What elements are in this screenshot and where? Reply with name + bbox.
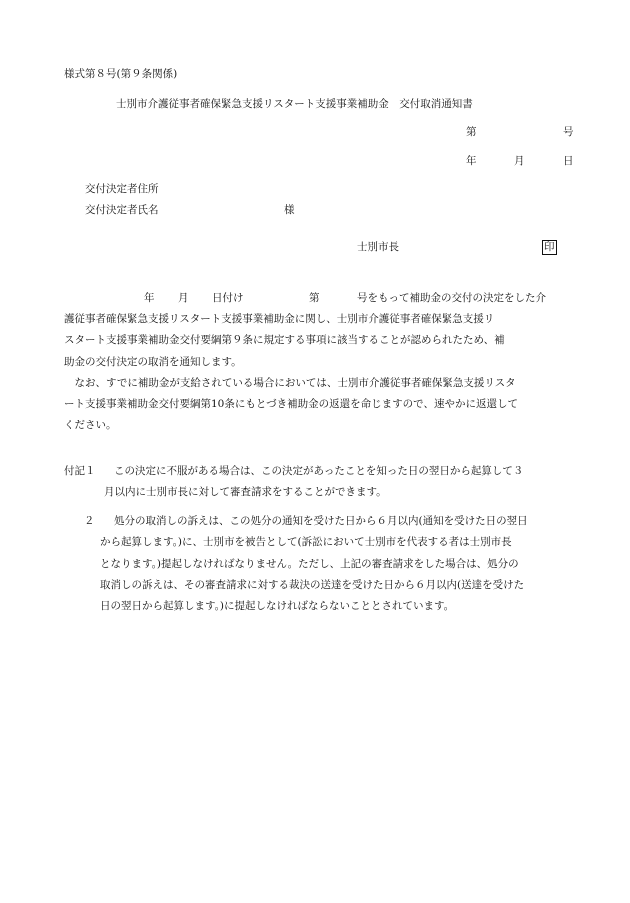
doc-number-suffix: 号 xyxy=(563,126,574,138)
note-2-line: 日の翌日から起算します。)に提起しなければならないこととされています。 xyxy=(100,600,455,613)
document-title: 士別市介護従事者確保緊急支援リスタート支援事業補助金 交付取消通知書 xyxy=(116,98,473,110)
body-line: ート支援事業補助金交付要綱第10条にもとづき補助金の返還を命じますので、速やかに返還して xyxy=(64,398,518,411)
note-2 xyxy=(84,511,576,613)
body-line1-rest: 号をもって補助金の交付の決定をした介 xyxy=(357,292,546,304)
body-paragraph xyxy=(64,309,576,437)
body-year: 年 xyxy=(144,292,155,304)
body-month: 月 xyxy=(178,292,189,304)
recipient-name-label: 交付決定者氏名 xyxy=(85,204,159,216)
note-2-line: となります。)提起しなければなりません。ただし、上記の審査請求をした場合は、処分の xyxy=(100,557,519,570)
body-date-suffix: 日付け xyxy=(212,292,244,304)
note-2-line: から起算します。)に、士別市を被告として(訴訟において士別市を代表する者は士別市長 xyxy=(100,536,512,549)
note-1 xyxy=(64,461,576,499)
note-1-line: 月以内に士別市長に対して審査請求をすることができます。 xyxy=(104,486,387,499)
sender-title: 士別市長 xyxy=(357,241,399,253)
body-line: なお、すでに補助金が支給されている場合においては、士別市介護従事者確保緊急支援リスタ xyxy=(64,376,516,389)
recipient-honorific: 様 xyxy=(284,204,295,216)
doc-number-prefix: 第 xyxy=(466,126,477,138)
seal-mark: 印 xyxy=(544,241,555,253)
body-line: スタート支援事業補助金交付要綱第９条に規定する事項に該当することが認められたため、補 xyxy=(64,334,505,347)
note-1-label: 付記１ xyxy=(64,465,96,477)
form-label: 様式第８号(第９条関係) xyxy=(64,68,178,80)
note-1-line: この決定に不服がある場合は、この決定があったことを知った日の翌日から起算して３ xyxy=(114,465,524,477)
date-day: 日 xyxy=(563,155,574,167)
note-2-line: 取消しの訴えは、その審査請求に対する裁決の送達を受けた日から６月以内(送達を受けた xyxy=(100,578,525,591)
date-month: 月 xyxy=(514,155,525,167)
note-2-number: ２ xyxy=(84,515,95,527)
recipient-address-label: 交付決定者住所 xyxy=(85,183,159,195)
body-line: ください。 xyxy=(64,419,117,432)
body-line: 助金の交付決定の取消を通知します。 xyxy=(64,355,242,368)
body-number-prefix: 第 xyxy=(309,292,320,304)
note-2-line: 処分の取消しの訴えは、この処分の通知を受けた日から６月以内(通知を受けた日の翌日 xyxy=(114,515,528,527)
body-line: 護従事者確保緊急支援リスタート支援事業補助金に関し、士別市介護従事者確保緊急支援リ xyxy=(64,313,495,325)
date-year: 年 xyxy=(466,155,477,167)
